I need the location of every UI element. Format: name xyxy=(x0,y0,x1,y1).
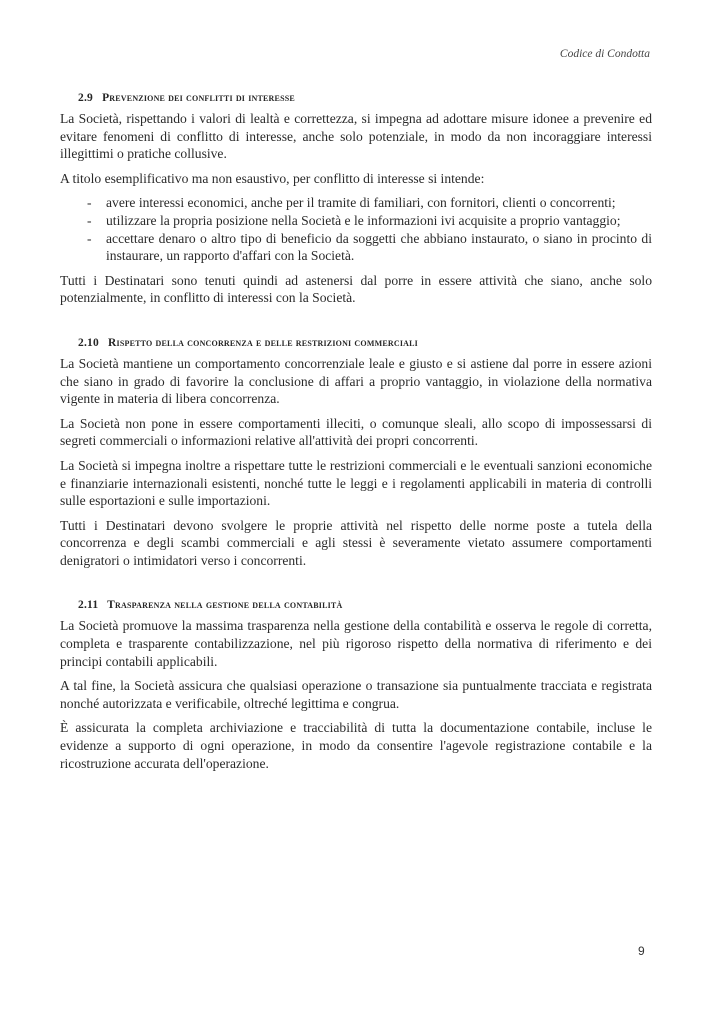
section-2-9 xyxy=(60,92,652,307)
paragraph: La Società non pone in essere comportamenti illeciti, o comunque sleali, allo scopo di impossessarsi di segreti commerciali o informazioni relative all'attività dei propri concorrenti. xyxy=(60,415,652,449)
section-heading xyxy=(78,92,652,104)
list-item-text: avere interessi economici, anche per il tramite di familiari, con fornitori, clienti o concorrenti; xyxy=(106,195,616,211)
paragraph: La Società si impegna inoltre a rispettare tutte le restrizioni commerciali e le eventuali sanzioni economiche e finanziarie internazionali esistenti, nonché tutte le leggi e i regolamenti applicabili in materia di controlli sulle esportazioni e sulle importazioni. xyxy=(60,457,652,509)
list-item xyxy=(60,230,652,265)
paragraph: È assicurata la completa archiviazione e tracciabilità di tutta la documentazione contabile, incluse le evidenze a supporto di ogni operazione, in modo da consentire l'agevole registrazione contabile e la ricostruzione accurata dell'operazione. xyxy=(60,720,652,771)
paragraph: La Società promuove la massima trasparenza nella gestione della contabilità e osserva le regole di corretta, completa e trasparente contabilizzazione, nel più rigoroso rispetto della normativa di riferimento e dei principi contabili applicabili. xyxy=(60,618,652,669)
section-2-10 xyxy=(60,337,652,570)
section-number: 2.11 xyxy=(78,599,99,612)
section-title: Trasparenza nella gestione della contabilità xyxy=(107,599,343,612)
section-2-11 xyxy=(60,599,652,772)
dash-bullet: - xyxy=(87,230,92,246)
section-heading xyxy=(78,337,652,349)
paragraph: A titolo esemplificativo ma non esaustivo, per conflitto di interesse si intende: xyxy=(60,170,485,186)
dash-bullet: - xyxy=(87,195,92,211)
list-item-text: utilizzare la propria posizione nella Società e le informazioni ivi acquisite a proprio vantaggio; xyxy=(106,212,621,228)
list-item xyxy=(60,194,652,212)
paragraph: A tal fine, la Società assicura che qualsiasi operazione o transazione sia puntualmente tracciata e registrata nonché autorizzata e verificabile, oltreché legittima e congrua. xyxy=(60,678,652,711)
list-item-text: accettare denaro o altro tipo di beneficio da soggetti che abbiano instaurato, o siano in procinto di instaurare, un rapporto d'affari con la Società. xyxy=(106,230,652,264)
running-header: Codice di Condotta xyxy=(559,48,650,60)
page-number: 9 xyxy=(638,944,645,958)
paragraph: La Società mantiene un comportamento concorrenziale leale e giusto e si astiene dal porre in essere azioni che siano in grado di favorire la conclusione di affari a proprio vantaggio, in violazione della normativa vigente in materia di libera concorrenza. xyxy=(60,355,652,407)
section-title: Rispetto della concorrenza e delle restrizioni commerciali xyxy=(108,336,418,349)
section-title: Prevenzione dei conflitti di interesse xyxy=(102,92,295,104)
section-number: 2.9 xyxy=(78,92,93,104)
section-number: 2.10 xyxy=(78,336,99,349)
page-content xyxy=(60,92,652,802)
paragraph: La Società, rispettando i valori di lealtà e correttezza, si impegna ad adottare misure idonee a prevenire ed evitare fenomeni di conflitto di interesse, anche solo potenziale, in modo da non incoraggiare interessi illegittimi o pratiche collusive. xyxy=(60,111,652,162)
paragraph: Tutti i Destinatari devono svolgere le proprie attività nel rispetto delle norme poste a tutela della concorrenza e degli scambi commerciali e agli stessi è severamente vietato assumere comportamenti denigratori o intimidatori verso i concorrenti. xyxy=(60,517,652,568)
section-heading xyxy=(78,599,652,611)
list-item xyxy=(60,212,652,230)
bullet-list xyxy=(60,194,652,264)
dash-bullet: - xyxy=(87,212,92,228)
paragraph: Tutti i Destinatari sono tenuti quindi ad astenersi dal porre in essere attività che siano, anche solo potenzialmente, in conflitto di interessi con la Società. xyxy=(60,272,652,306)
